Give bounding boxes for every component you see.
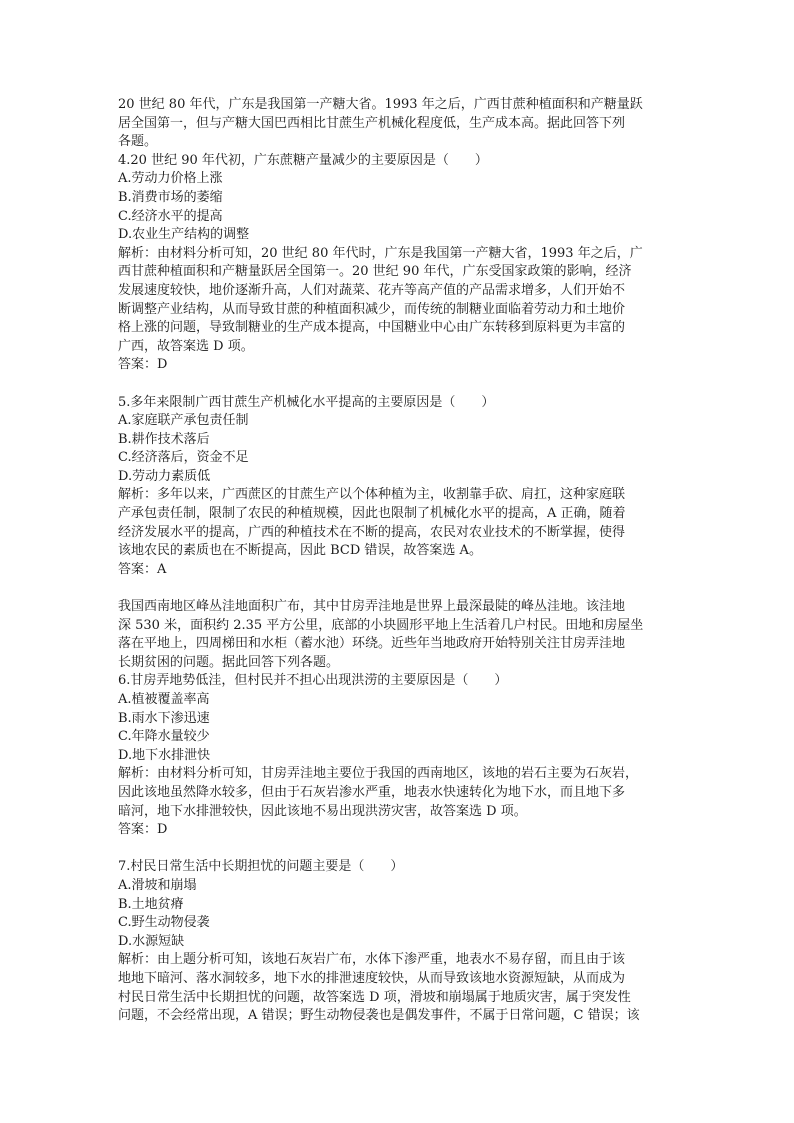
passage-line: 20 世纪 80 年代，广东是我国第一产糖大省。1993 年之后，广西甘蔗种植面积和产糖量跃	[118, 97, 643, 112]
question-stem: 4.20 世纪 90 年代初，广东蔗糖产量减少的主要原因是（ ）	[118, 152, 488, 168]
answer: 答案：A	[118, 561, 167, 577]
option-c: C.年降水量较少	[118, 729, 210, 745]
option-c: C.经济落后，资金不足	[118, 450, 249, 466]
option-a: A.植被覆盖率高	[118, 692, 210, 707]
analysis-line: 解析：由上题分析可知，该地石灰岩广布，水体下渗严重，地表水不易存留，而且由于该	[118, 952, 626, 968]
blank-line	[118, 840, 678, 859]
analysis-line: 因此该地虽然降水较多，但由于石灰岩渗水严重，地表水快速转化为地下水，而且地下多	[118, 784, 626, 800]
analysis-line: 解析：由材料分析可知，甘房弄洼地主要位于我国的西南地区，该地的岩石主要为石灰岩，	[118, 766, 639, 782]
question-7	[118, 858, 678, 1025]
question-5	[118, 394, 678, 580]
analysis-line: 暗河，地下水排泄较快，因此该地不易出现洪涝灾害，故答案选 D 项。	[118, 803, 527, 819]
option-d: D.劳动力素质低	[118, 468, 211, 484]
passage-line: 长期贫困的问题。据此回答下列各题。	[118, 654, 340, 670]
option-b: B.土地贫瘠	[118, 896, 184, 912]
analysis-line: 解析：由材料分析可知，20 世纪 80 年代时，广东是我国第一产糖大省，1993 年之后，广	[118, 245, 643, 261]
passage-1	[118, 96, 678, 152]
analysis-line: 经济发展水平的提高，广西的种植技术在不断的提高，农民对农业技术的不断掌握，使得	[118, 524, 626, 540]
analysis-line: 西甘蔗种植面积和产糖量跃居全国第一。20 世纪 90 年代，广东受国家政策的影响，经济	[118, 264, 632, 280]
answer: 答案：D	[118, 357, 168, 373]
passage-line: 居全国第一，但与产糖大国巴西相比甘蔗生产机械化程度低，生产成本高。据此回答下列	[118, 115, 626, 131]
question-6	[118, 672, 678, 839]
option-c: C.经济水平的提高	[118, 208, 223, 224]
analysis-line: 该地农民的素质也在不断提高，因此 BCD 错误，故答案选 A。	[118, 543, 482, 559]
passage-line: 各题。	[118, 134, 158, 150]
option-a: A.家庭联产承包责任制	[118, 413, 249, 429]
question-stem: 5.多年来限制广西甘蔗生产机械化水平提高的主要原因是（ ）	[118, 394, 495, 410]
option-d: D.农业生产结构的调整	[118, 227, 250, 243]
passage-line: 深 530 米，面积约 2.35 平方公里，底部的小块圆形平地上生活着几户村民。田地和房屋坐	[118, 617, 644, 633]
passage-line: 落在平地上，四周梯田和水柜（蓄水池）环绕。近些年当地政府开始特别关注甘房弄洼地	[118, 636, 626, 652]
option-a: A.劳动力价格上涨	[118, 171, 223, 187]
option-b: B.消费市场的萎缩	[118, 189, 223, 205]
question-4	[118, 152, 678, 375]
option-b: B.雨水下渗迅速	[118, 710, 210, 726]
analysis-line: 解析：多年以来，广西蔗区的甘蔗生产以个体种植为主，收割靠手砍、肩扛，这种家庭联	[118, 487, 626, 503]
analysis-line: 广西，故答案选 D 项。	[118, 338, 254, 354]
question-stem: 6.甘房弄地势低洼，但村民并不担心出现洪涝的主要原因是（ ）	[118, 673, 508, 689]
answer: 答案：D	[118, 822, 168, 838]
option-d: D.水源短缺	[118, 933, 185, 949]
option-d: D.地下水排泄快	[118, 747, 211, 763]
analysis-line: 格上涨的问题，导致制糖业的生产成本提高，中国糖业中心由广东转移到原料更为丰富的	[118, 320, 626, 336]
option-b: B.耕作技术落后	[118, 431, 210, 447]
analysis-line: 发展速度较快，地价逐渐升高，人们对蔬菜、花卉等高产值的产品需求增多，人们开始不	[118, 282, 626, 298]
document-page	[118, 96, 678, 1026]
analysis-line: 产承包责任制，限制了农民的种植规模，因此也限制了机械化水平的提高，A 正确，随着	[118, 506, 626, 522]
analysis-line: 村民日常生活中长期担忧的问题，故答案选 D 项，滑坡和崩塌属于地质灾害，属于突发性	[118, 989, 631, 1005]
option-c: C.野生动物侵袭	[118, 915, 210, 931]
analysis-line: 地地下暗河、落水洞较多，地下水的排泄速度较快，从而导致该地水资源短缺，从而成为	[118, 970, 626, 986]
question-stem: 7.村民日常生活中长期担忧的问题主要是（ ）	[118, 859, 404, 875]
passage-line: 我国西南地区峰丛洼地面积广布，其中甘房弄洼地是世界上最深最陡的峰丛洼地。该洼地	[118, 599, 626, 615]
blank-line	[118, 375, 678, 394]
passage-2	[118, 598, 678, 672]
option-a: A.滑坡和崩塌	[118, 877, 197, 893]
analysis-line: 问题，不会经常出现，A 错误；野生动物侵袭也是偶发事件，不属于日常问题，C 错误；该	[118, 1008, 640, 1024]
analysis-line: 断调整产业结构，从而导致甘蔗的种植面积减少，而传统的制糖业面临着劳动力和土地价	[118, 301, 626, 317]
blank-line	[118, 579, 678, 598]
